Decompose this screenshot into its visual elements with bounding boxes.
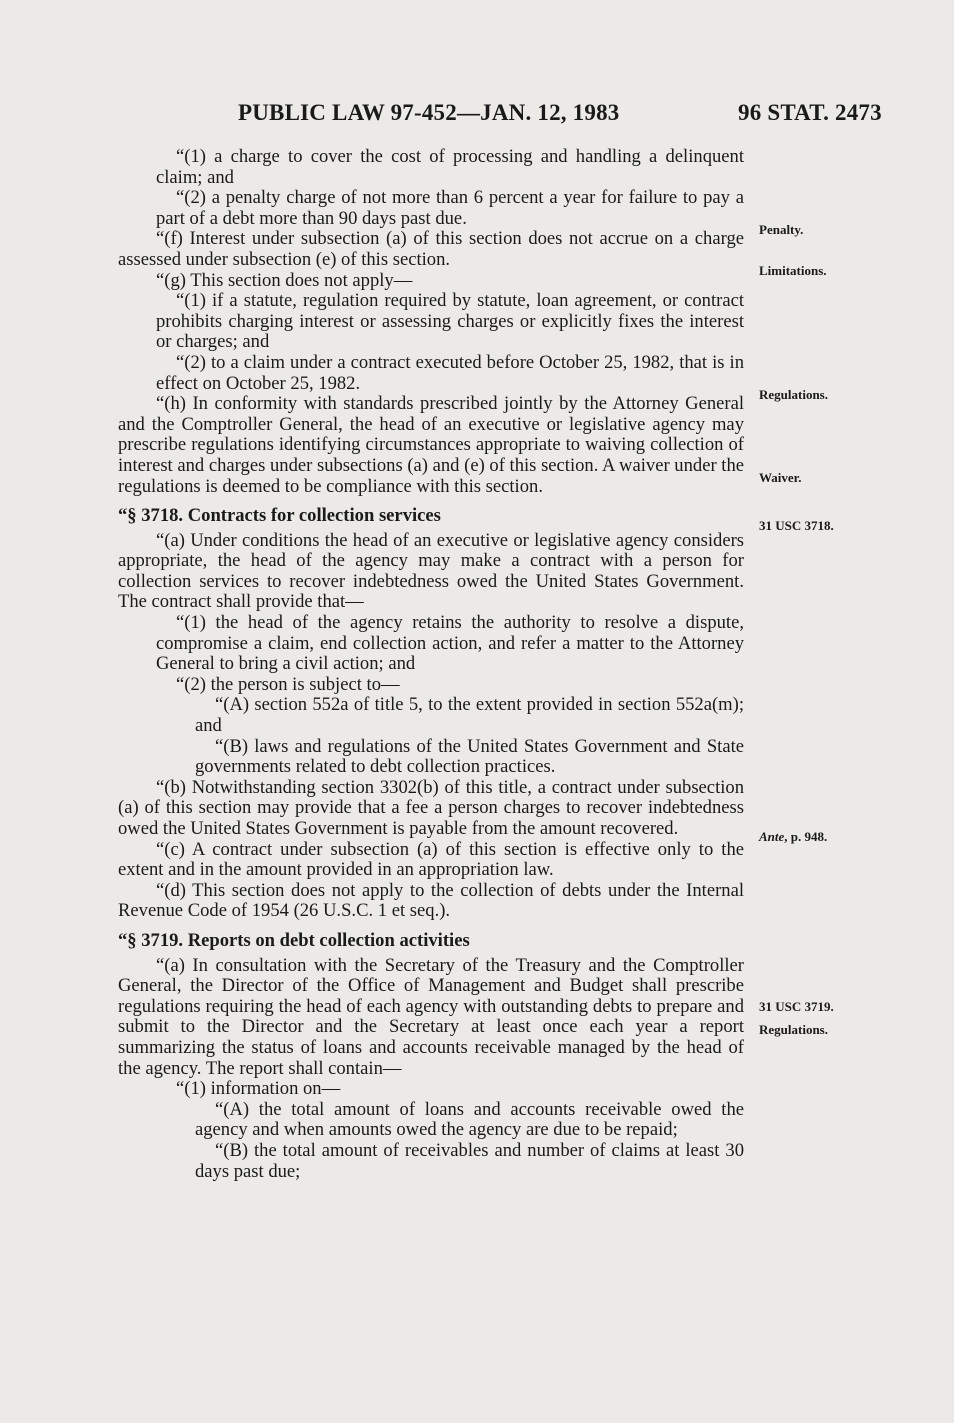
- margin-note-ante: [759, 829, 827, 845]
- paragraph-3718-a2B: “(B) laws and regulations of the United States Government and State governments related to debt collection practices.: [195, 735, 744, 778]
- margin-note-regulations: Regulations.: [759, 387, 828, 402]
- margin-note-ante-italic: Ante: [759, 829, 785, 844]
- paragraph-3718-a2A: “(A) section 552a of title 5, to the extent provided in section 552a(m); and: [195, 694, 744, 737]
- margin-note-ante-page: , p. 948.: [784, 829, 828, 844]
- margin-note-usc-3719: 31 USC 3719.: [759, 999, 834, 1014]
- paragraph-3718-a1: “(1) the head of the agency retains the authority to resolve a dispute, compromise a claim, end collection action, and refer a matter to the Attorney General to bring a civil action; and: [156, 612, 744, 675]
- paragraph-h: “(h) In conformity with standards prescribed jointly by the Attorney General and the Comptroller General, the head of an executive or legislative agency may prescribe regulations identifying circumstances appropriate to waiving collection of interest and charges under subsections (a) and (e) of this section. A waiver under the regulations is deemed to be compliance with this section.: [118, 393, 744, 497]
- paragraph-g2: “(2) to a claim under a contract executed before October 25, 1982, that is in effect on October 25, 1982.: [156, 351, 744, 394]
- paragraph-3718-d: “(d) This section does not apply to the collection of debts under the Internal Revenue Code of 1954 (26 U.S.C. 1 et seq.).: [118, 879, 744, 922]
- paragraph-f: “(f) Interest under subsection (a) of this section does not accrue on a charge assessed under subsection (e) of this section.: [118, 228, 744, 270]
- paragraph-3718-b: “(b) Notwithstanding section 3302(b) of this title, a contract under subsection (a) of this section may provide that a fee a person charges to recover indebtedness owed the United States Government is payable from the amount recovered.: [118, 776, 744, 839]
- margin-note-usc-3718: 31 USC 3718.: [759, 518, 834, 533]
- margin-note-waiver: Waiver.: [759, 470, 802, 485]
- paragraph-g1: “(1) if a statute, regulation required by statute, loan agreement, or contract prohibits charging interest or assessing charges or explicitly fixes the interest or charges; and: [156, 290, 744, 353]
- statute-text: [118, 147, 744, 1182]
- paragraph-e1: “(1) a charge to cover the cost of processing and handling a delinquent claim; and: [156, 146, 744, 188]
- paragraph-3718-c: “(c) A contract under subsection (a) of this section is effective only to the extent and in the amount provided in an appropriation law.: [118, 838, 744, 881]
- paragraph-3718-a: “(a) Under conditions the head of an executive or legislative agency considers appropriate, the head of the agency may make a contract with a person for collection services to recover indebtedness owed the United States Government. The contract shall provide that—: [118, 529, 744, 613]
- section-heading-3718: “§ 3718. Contracts for collection services: [118, 505, 441, 527]
- paragraph-e2: “(2) a penalty charge of not more than 6 percent a year for failure to pay a part of a debt more than 90 days past due.: [156, 187, 744, 229]
- paragraph-3718-a2: “(2) the person is subject to—: [176, 673, 400, 695]
- section-heading-3719: “§ 3719. Reports on debt collection activities: [118, 929, 470, 951]
- margin-note-penalty: Penalty.: [759, 222, 804, 237]
- margin-note-limitations: Limitations.: [759, 263, 827, 278]
- running-header-page: 96 STAT. 2473: [738, 100, 882, 125]
- paragraph-3719-a1: “(1) information on—: [176, 1078, 341, 1100]
- margin-note-regulations-2: Regulations.: [759, 1022, 828, 1037]
- paragraph-3719-a1B: “(B) the total amount of receivables and number of claims at least 30 days past due;: [195, 1139, 744, 1182]
- running-header-title: PUBLIC LAW 97-452—JAN. 12, 1983: [238, 100, 620, 125]
- paragraph-3719-a: “(a) In consultation with the Secretary of the Treasury and the Comptroller General, the Director of the Office of Management and Budget shall prescribe regulations requiring the head of each agency with outstanding debts to prepare and submit to the Director and the Secretary at least once each year a report summarizing the status of loans and accounts receivable managed by the head of the agency. The report shall contain—: [118, 954, 744, 1079]
- paragraph-3719-a1A: “(A) the total amount of loans and accounts receivable owed the agency and when amounts owed the agency are due to be repaid;: [195, 1098, 744, 1141]
- paragraph-g: “(g) This section does not apply—: [156, 269, 413, 291]
